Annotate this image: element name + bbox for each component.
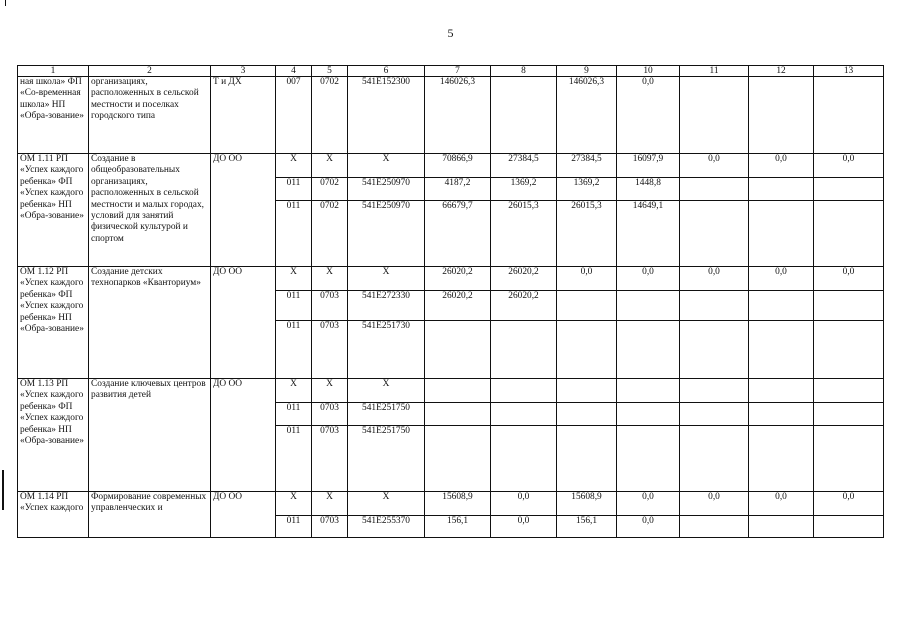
value-cell: 0,0 [617, 267, 680, 291]
scan-edge-mark [5, 0, 6, 6]
value-cell [680, 178, 749, 201]
grbs-cell: 011 [276, 201, 312, 267]
value-cell [814, 403, 884, 426]
value-cell [617, 403, 680, 426]
value-cell: 0,0 [617, 77, 680, 154]
value-cell [680, 379, 749, 403]
value-cell: 1448,8 [617, 178, 680, 201]
table-row [18, 77, 884, 154]
value-cell [557, 321, 617, 379]
description-cell: Формирование современных управленческих и [89, 492, 211, 538]
grbs-cell: 011 [276, 516, 312, 538]
value-cell [557, 291, 617, 321]
value-cell: 0,0 [749, 267, 814, 291]
grbs-cell: 011 [276, 178, 312, 201]
section-cell: Х [312, 267, 348, 291]
value-cell: 26020,2 [425, 291, 491, 321]
column-number: 4 [276, 66, 312, 77]
target-article-cell: Х [348, 154, 425, 178]
value-cell [749, 426, 814, 492]
value-cell: 16097,9 [617, 154, 680, 178]
value-cell: 0,0 [617, 516, 680, 538]
value-cell [557, 379, 617, 403]
value-cell: 26020,2 [491, 291, 557, 321]
grbs-cell: Х [276, 492, 312, 516]
value-cell [680, 426, 749, 492]
value-cell [425, 379, 491, 403]
table-row [18, 379, 884, 403]
value-cell [680, 403, 749, 426]
executor-cell: ДО ОО [211, 379, 276, 492]
value-cell: 26020,2 [425, 267, 491, 291]
section-cell: Х [312, 154, 348, 178]
value-cell [814, 426, 884, 492]
value-cell [617, 426, 680, 492]
value-cell [749, 379, 814, 403]
target-article-cell: 541E251730 [348, 321, 425, 379]
value-cell: 0,0 [814, 154, 884, 178]
column-number: 12 [749, 66, 814, 77]
value-cell: 0,0 [617, 492, 680, 516]
value-cell [425, 426, 491, 492]
executor-cell: ДО ОО [211, 492, 276, 538]
executor-cell: ДО ОО [211, 154, 276, 267]
value-cell [749, 77, 814, 154]
grbs-cell: Х [276, 379, 312, 403]
target-article-cell: 541E250970 [348, 178, 425, 201]
value-cell: 0,0 [557, 267, 617, 291]
value-cell: 156,1 [425, 516, 491, 538]
description-cell: Создание детских технопарков «Кванториум» [89, 267, 211, 379]
section-cell: 0703 [312, 403, 348, 426]
column-number: 7 [425, 66, 491, 77]
value-cell: 26015,3 [557, 201, 617, 267]
target-article-cell: 541E250970 [348, 201, 425, 267]
budget-table [17, 65, 884, 538]
value-cell: 14649,1 [617, 201, 680, 267]
value-cell [749, 201, 814, 267]
section-cell: 0702 [312, 178, 348, 201]
measure-cell: ОМ 1.14 РП «Успех каждого [18, 492, 89, 538]
value-cell: 27384,5 [557, 154, 617, 178]
measure-cell: ОМ 1.12 РП «Успех каждого ребенка» ФП «Успех каждого ребенка» НП «Обра-зование» [18, 267, 89, 379]
grbs-cell: 011 [276, 291, 312, 321]
value-cell [749, 178, 814, 201]
value-cell: 146026,3 [425, 77, 491, 154]
section-cell: 0702 [312, 77, 348, 154]
value-cell: 66679,7 [425, 201, 491, 267]
value-cell [491, 379, 557, 403]
column-number: 3 [211, 66, 276, 77]
target-article-cell: Х [348, 267, 425, 291]
value-cell [425, 321, 491, 379]
value-cell: 70866,9 [425, 154, 491, 178]
grbs-cell: 011 [276, 403, 312, 426]
grbs-cell: 007 [276, 77, 312, 154]
value-cell: 146026,3 [557, 77, 617, 154]
value-cell [491, 426, 557, 492]
value-cell [491, 77, 557, 154]
grbs-cell: Х [276, 267, 312, 291]
value-cell [617, 379, 680, 403]
description-cell: Создание ключевых центров развития детей [89, 379, 211, 492]
value-cell: 0,0 [491, 492, 557, 516]
measure-cell: ОМ 1.11 РП «Успех каждого ребенка» ФП «Успех каждого ребенка» НП «Обра-зование» [18, 154, 89, 267]
column-number: 11 [680, 66, 749, 77]
table-row [18, 492, 884, 516]
value-cell [557, 403, 617, 426]
value-cell [680, 321, 749, 379]
value-cell: 0,0 [749, 492, 814, 516]
value-cell [680, 201, 749, 267]
value-cell: 0,0 [749, 154, 814, 178]
description-cell: организациях, расположенных в сельской местности и поселках городского типа [89, 77, 211, 154]
column-number: 13 [814, 66, 884, 77]
measure-cell: ОМ 1.13 РП «Успех каждого ребенка» ФП «Успех каждого ребенка» НП «Обра-зование» [18, 379, 89, 492]
value-cell: 156,1 [557, 516, 617, 538]
value-cell [749, 291, 814, 321]
value-cell [557, 426, 617, 492]
value-cell [680, 291, 749, 321]
target-article-cell: 541E251750 [348, 403, 425, 426]
section-cell: 0702 [312, 201, 348, 267]
value-cell: 4187,2 [425, 178, 491, 201]
value-cell: 0,0 [680, 267, 749, 291]
value-cell [814, 178, 884, 201]
column-number: 2 [89, 66, 211, 77]
executor-cell: Т и ДХ [211, 77, 276, 154]
value-cell [814, 77, 884, 154]
column-number-row [18, 66, 884, 77]
column-number: 8 [491, 66, 557, 77]
value-cell: 27384,5 [491, 154, 557, 178]
target-article-cell: Х [348, 379, 425, 403]
value-cell [814, 379, 884, 403]
value-cell: 15608,9 [557, 492, 617, 516]
description-cell: Создание в общеобразовательных организациях, расположенных в сельской местности и малых городах, условий для занятий физической культурой и спортом [89, 154, 211, 267]
section-cell: 0703 [312, 291, 348, 321]
value-cell [814, 516, 884, 538]
value-cell: 26020,2 [491, 267, 557, 291]
value-cell [617, 321, 680, 379]
table-row [18, 154, 884, 178]
grbs-cell: 011 [276, 426, 312, 492]
section-cell: 0703 [312, 426, 348, 492]
table-row [18, 267, 884, 291]
section-cell: Х [312, 492, 348, 516]
value-cell: 0,0 [814, 492, 884, 516]
value-cell [749, 403, 814, 426]
section-cell: Х [312, 379, 348, 403]
target-article-cell: 541E272330 [348, 291, 425, 321]
measure-cell: ная школа» ФП «Со-временная школа» НП «Обра-зование» [18, 77, 89, 154]
value-cell: 0,0 [814, 267, 884, 291]
target-article-cell: Х [348, 492, 425, 516]
value-cell: 1369,2 [491, 178, 557, 201]
grbs-cell: Х [276, 154, 312, 178]
value-cell [491, 403, 557, 426]
section-cell: 0703 [312, 321, 348, 379]
value-cell [814, 321, 884, 379]
value-cell [814, 291, 884, 321]
column-number: 1 [18, 66, 89, 77]
value-cell: 1369,2 [557, 178, 617, 201]
value-cell [749, 321, 814, 379]
scan-margin-bar [2, 470, 4, 510]
executor-cell: ДО ОО [211, 267, 276, 379]
grbs-cell: 011 [276, 321, 312, 379]
target-article-cell: 541E255370 [348, 516, 425, 538]
column-number: 6 [348, 66, 425, 77]
target-article-cell: 541E251750 [348, 426, 425, 492]
value-cell: 0,0 [680, 154, 749, 178]
column-number: 10 [617, 66, 680, 77]
column-number: 5 [312, 66, 348, 77]
value-cell [680, 77, 749, 154]
value-cell: 26015,3 [491, 201, 557, 267]
column-number: 9 [557, 66, 617, 77]
value-cell: 0,0 [491, 516, 557, 538]
value-cell [749, 516, 814, 538]
value-cell [617, 291, 680, 321]
value-cell [814, 201, 884, 267]
target-article-cell: 541E152300 [348, 77, 425, 154]
value-cell [680, 516, 749, 538]
value-cell [425, 403, 491, 426]
value-cell: 0,0 [680, 492, 749, 516]
value-cell: 15608,9 [425, 492, 491, 516]
value-cell [491, 321, 557, 379]
section-cell: 0703 [312, 516, 348, 538]
page-number: 5 [447, 26, 454, 40]
